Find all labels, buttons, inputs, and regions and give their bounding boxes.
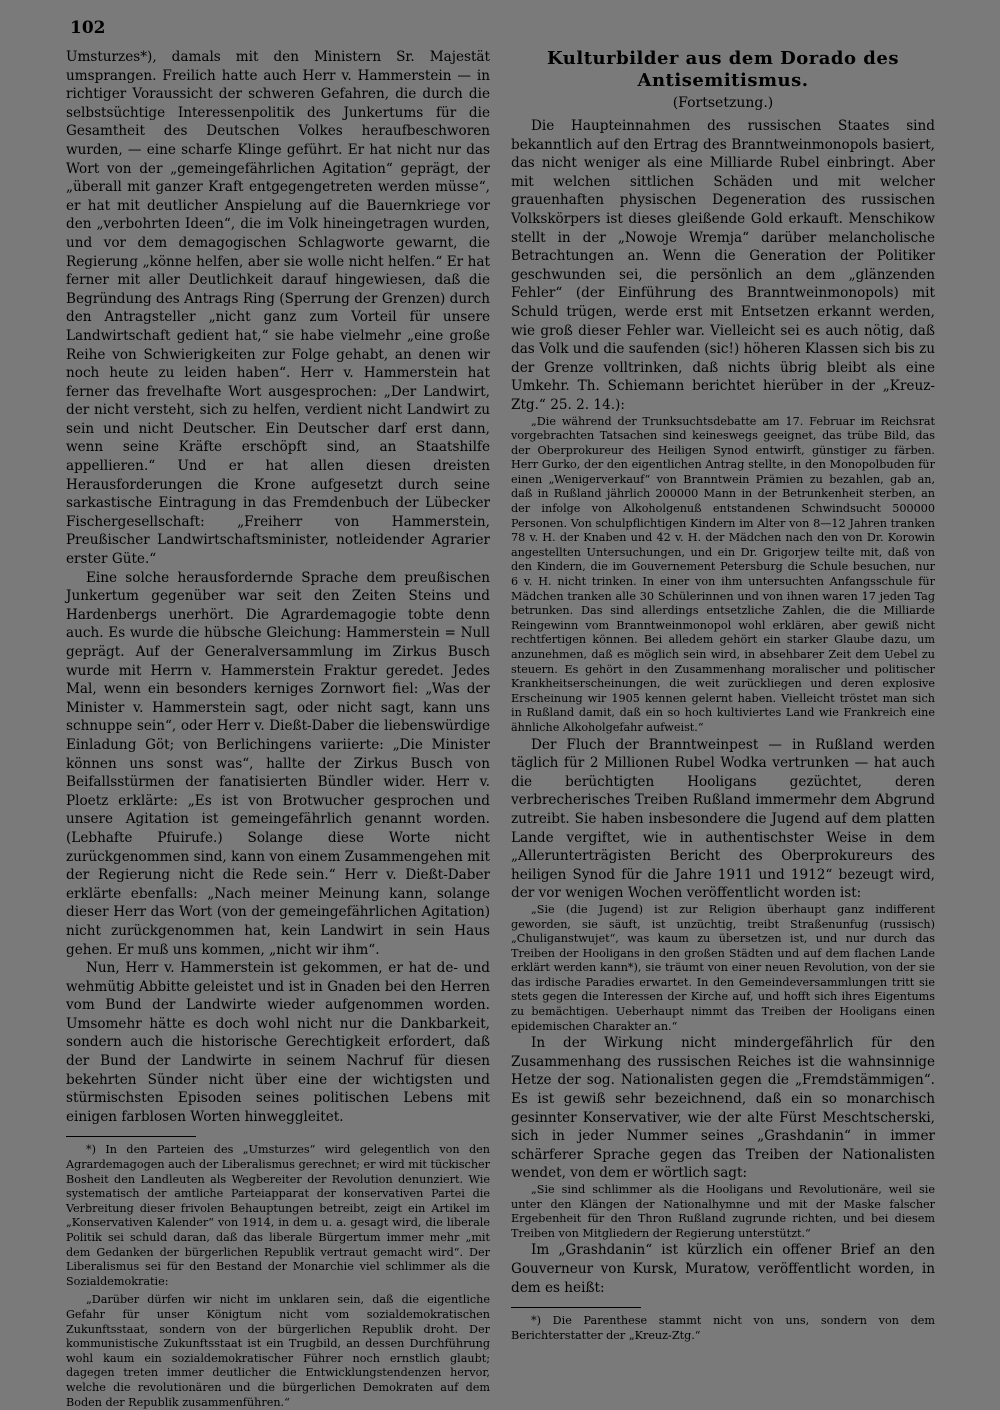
page-number: 102 [70,18,106,38]
article-title: Kulturbilder aus dem Dorado des Antisemitismus. [547,48,899,91]
left-paragraph-1: Umsturzes*), damals mit den Ministern Sr. Majestät umsprangen. Freilich hatte auch Herr v. Hammerstein — in richtiger Voraussicht der schweren Gefahren, die durch die selbstsüchtige Interessenpolitik des Junkertums für die Gesamtheit des Deutschen Volkes heraufbeschworen wurden, — eine scharfe Klinge geführt. Er hat nicht nur das Wort von der „gemeingefährlichen Agitation“ geprägt, der „überall mit ganzer Kraft entgegengetreten werden müsse“, er hat mit deutlicher Anspielung auf die Bauernkriege vor den „verbohrten Ideen“, die im Volk hineingetragen wurden, und vor dem demagogischen Schlagworte gewarnt, die Regierung „könne helfen, aber sie wolle nicht helfen.“ Er hat ferner mit aller Deutlichkeit darauf hingewiesen, daß die Begründung des Antrags Ring (Sperrung der Grenzen) durch den Antragsteller „nicht ganz zum Vorteil für unsere Landwirtschaft gedient hat,“ sie habe vielmehr „eine große Reihe von Schwierigkeiten zur Folge gehabt, an denen wir noch heute zu leiden haben“. Herr v. Hammerstein hat ferner das frevelhafte Wort ausgesprochen: „Der Landwirt, der nicht versteht, sich zu helfen, verdient nicht Landwirt zu sein und nicht Deutscher. Ein Deutscher darf erst dann, wenn seine Kräfte erschöpft sind, an Staatshilfe appellieren.“ Und er hat allen diesen dreisten Herausforderungen die Krone aufgesetzt durch seine sarkastische Eintragung in das Fremdenbuch der Lübecker Fischergesellschaft: „Freiherr von Hammerstein, Preußischer Landwirtschaftsminister, notleidender Agrarier erster Güte.“ [66,49,490,568]
right-paragraph-1: Die Haupteinnahmen des russischen Staates sind bekanntlich auf den Ertrag des Branntweinmonopols basiert, das nicht weniger als eine Milliarde Rubel einbringt. Aber mit welchen sittlichen Schäden und mit welcher grauenhaften physischen Degeneration des russischen Volkskörpers ist dieses gleißende Gold erkauft. Menschikow stellt in der „Nowoje Wremja“ darüber melancholische Betrachtungen an. Wenn die Generation der Politiker geschwunden sei, die persönlich an dem „glänzenden Fehler“ (der Einführung des Branntweinmonopols) mit Schuld trügen, werde erst mit Entsetzen erkannt werden, wie groß dieser Fehler war. Vielleicht sei es auch nötig, daß das Volk und die saufenden (sic!) höheren Klassen sich bis zu der Grenze volltrinken, daß nichts übrig bleibt als eine Umkehr. Th. Schiemann berichtet hierüber in der „Kreuz-Ztg.“ 25. 2. 14.): [511,118,935,413]
left-paragraph-3: Nun, Herr v. Hammerstein ist gekommen, er hat de- und wehmütig Abbitte geleistet und ist in Gnaden bei den Herren vom Bund der Landwirte wieder aufgenommen worden. Umsomehr hätte es doch wohl nicht nur die Dankbarkeit, sondern auch die historische Gerechtigkeit erfordert, daß der Bund der Landwirte in seinem Nachruf für diesen bekehrten Sünder nicht über eine der wichtigsten und stürmischsten Episoden seines politischen Lebens mit einigen farblosen Worten hinweggleitet. [66,960,490,1125]
right-footnote-divider [511,1307,641,1308]
right-quote-1: „Die während der Trunksuchtsdebatte am 17. Februar im Reichsrat vorgebrachten Tatsachen sind keineswegs geeignet, das trübe Bild, das der Oberprokureur des Heiligen Synod entwirft, günstiger zu färben. Herr Gurko, der den eigentlichen Antrag stellte, in den Monopolbuden für einen „Wenigerverkauf“ von Branntwein Prämien zu bezahlen, gab an, daß in Rußland jährlich 200000 Mann in der Betrunkenheit sterben, an der infolge von Alkoholgenuß entstandenen Schwindsucht 500000 Personen. Von schulpflichtigen Kindern im Alter von 8—12 Jahren tranken 78 v. H. der Knaben und 42 v. H. der Mädchen nach den von Dr. Korowin angestellten Untersuchungen, und ein Dr. Grigorjew teilte mit, daß von den Kindern, die im Gouvernement Petersburg die Schule besuchen, nur 6 v. H. nicht trinken. In einer von ihm untersuchten Anfangsschule für Mädchen tranken alle 30 Schülerinnen und von ihnen waren 17 jeden Tag betrunken. Das sind allerdings entsetzliche Zahlen, die die Milliarde Reingewinn vom Branntweinmonopol wohl erklären, aber gewiß nicht rechtfertigen können. Bei alledem gehört ein starker Glaube dazu, um anzunehmen, daß es möglich sein wird, in absehbarer Zeit dem Uebel zu steuern. Es gehört in den Zusammenhang moralischer und politischer Krankheitserscheinungen, die weit zurückliegen und deren explosive Erscheinung wir 1905 kennen gelernt haben. Vielleicht tröstet man sich in Rußland damit, daß ein so hoch kultiviertes Land wie Frankreich eine ähnliche Alkoholgefahr aufweist.“ [511,414,935,734]
right-paragraph-2: Der Fluch der Branntweinpest — in Rußland werden täglich für 2 Millionen Rubel Wodka vertrunken — hat auch die berüchtigten Hooligans gezüchtet, deren verbrecherisches Treiben Rußland immermehr dem Abgrund zutreibt. Sie haben insbesondere die Jugend auf dem platten Lande vergiftet, wie in authentischster Weise in dem „Allerunterträgisten Bericht des Oberprokureurs des heiligen Synod für die Jahre 1911 und 1912“ bezeugt wird, der vor wenigen Wochen veröffentlicht worden ist: [511,736,935,902]
footnote-divider [66,1136,196,1137]
right-quote-3: „Sie sind schlimmer als die Hooligans und Revolutionäre, weil sie unter den Klängen der Nationalhymne und mit der Maske falscher Ergebenheit für den Thron Rußland zugrunde richten, und bei diesem Treiben von Mitgliedern der Regierung unterstützt.“ [511,1183,935,1240]
right-footnote: *) Die Parenthese stammt nicht von uns, sondern von dem Berichterstatter der „Kreuz-Ztg.“ [511,1314,935,1342]
left-paragraph-2: Eine solche herausfordernde Sprache dem preußischen Junkertum gegenüber war seit den Zeiten Steins und Hardenbergs unerhört. Die Agrardemagogie tobte denn auch. Es wurde die hübsche Gleichung: Hammerstein = Null geprägt. Auf der Generalversammlung im Zirkus Busch wurde mit Herrn v. Hammerstein Fraktur geredet. Jedes Mal, wenn ein besonders kerniges Zornwort fiel: „Was der Minister v. Hammerstein sagt, oder nicht sagt, kann uns schnuppe sein“, oder Herr v. Dießt-Daber die liebenswürdige Einladung Göt; von Berlichingens variierte: „Die Minister können uns sonst was“, hallte der Zirkus Busch von Beifallsstürmen der fanatisierten Bündler wider. Herr v. Ploetz erklärte: „Es ist von Brotwucher gesprochen und unsere Agitation ist gemeingefährlich genannt worden. (Lebhafte Pfuirufe.) Solange diese Worte nicht zurückgenommen sind, kann von einem Zusammengehen mit der Regierung nicht die Rede sein.“ Herr v. Dießt-Daber erklärte ebenfalls: „Nach meiner Meinung kann, solange dieser Herr das Wort (von der gemeingefährlichen Agitation) nicht zurückgenommen hat, kein Landwirt in sein Haus gehen. Er muß uns kommen, „nicht wir ihm“. [66,569,490,958]
left-footnote-2: „Darüber dürfen wir nicht im unklaren sein, daß die eigentliche Gefahr für unser Königtum nicht vom sozialdemokratischen Zukunftsstaat, sondern von der bürgerlichen Republik droht. Der kommunistische Zukunftsstaat ist ein Trugbild, an dessen Durchführung wohl kaum ein sozialdemokratischer Führer noch ernstlich glaubt; dagegen treten immer deutlicher die Entwicklungstendenzen hervor, welche die revolutionären und die bürgerlichen Demokraten auf dem Boden der Republik zusammenführen.“ [66,1293,490,1409]
right-paragraph-3: In der Wirkung nicht mindergefährlich für den Zusammenhang des russischen Reiches ist die wahnsinnige Hetze der sog. Nationalisten gegen die „Fremdstämmigen“. Es ist gewiß sehr bezeichnend, daß ein so monarchisch gesinnter Konservativer, wie der alte Fürst Meschtscherski, sich in jeder Nummer seines „Grashdanin“ in immer schärferer Sprache gegen das Treiben der Nationalisten wendet, von dem er wörtlich sagt: [511,1035,935,1182]
left-column [66,48,490,1410]
right-quote-2: „Sie (die Jugend) ist zur Religion überhaupt ganz indifferent geworden, sie säuft, ist unzüchtig, treibt Straßenunfug (russisch) „Chuliganstwujet“, was kaum zu übersetzen ist, und nur durch das Treiben der Hooligans in den großen Städten und auf dem flachen Lande erklärt werden kann*), sie träumt von einer neuen Revolution, von der sie das irdische Paradies erwartet. In den Gemeindeversammlungen tritt sie stets gegen die Interessen der Kirche auf, und hofft sich ihres Eigentums zu bemächtigen. Ueberhaupt nimmt das Treiben der Hooligans einen epidemischen Charakter an.“ [511,902,935,1033]
right-column [511,48,935,1343]
right-paragraph-4: Im „Grashdanin“ ist kürzlich ein offener Brief an den Gouverneur von Kursk, Muratow, veröffentlicht worden, in dem es heißt: [511,1242,935,1296]
left-footnote-1: *) In den Parteien des „Umsturzes“ wird gelegentlich von den Agrardemagogen auch der Liberalismus gerechnet; er wird mit tückischer Bosheit den Landleuten als Wegbereiter der Revolution denunziert. Wie systematisch der amtliche Parteiapparat der konservativen Partei die Verbreitung dieser frivolen Behauptungen betreibt, zeigt ein Artikel im „Konservativen Kalender“ von 1914, in dem u. a. gesagt wird, die liberale Politik sei schuld daran, daß das liberale Bürgertum immer mehr „mit dem Gedanken der bürgerlichen Republik vertraut gemacht wird“. Der Liberalismus sei für den Bestand der Monarchie viel schlimmer als die Sozialdemokratie: [66,1143,490,1288]
article-subtitle: (Fortsetzung.) [672,95,774,111]
